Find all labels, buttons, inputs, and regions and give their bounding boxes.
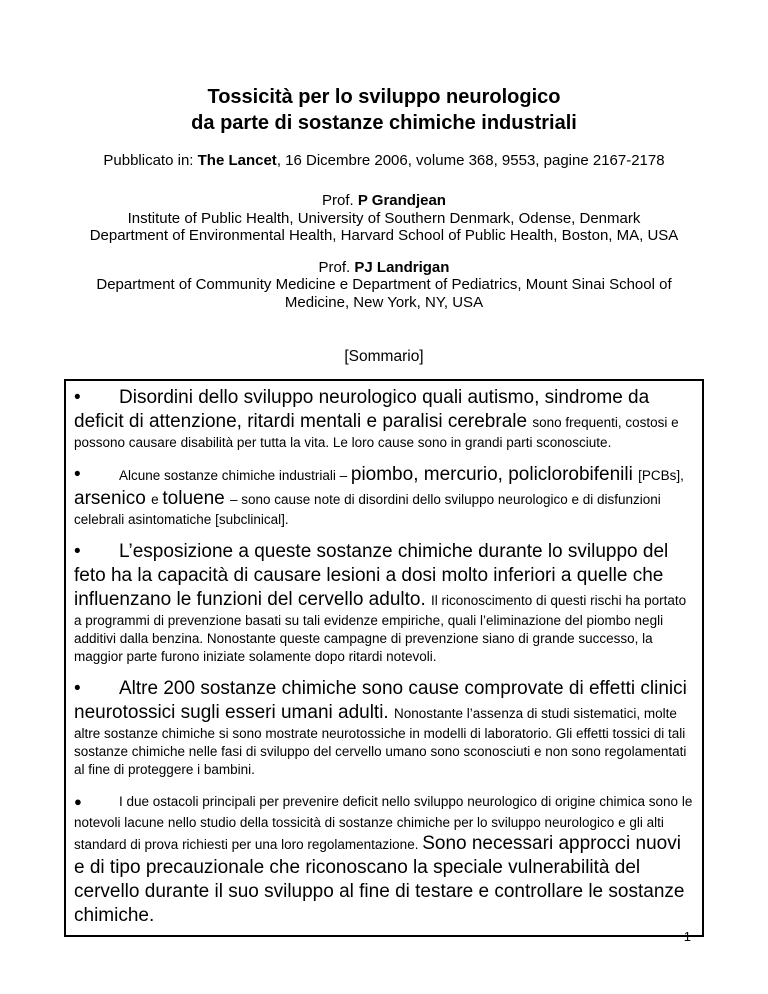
bullet-text-large: Altre 200 sostanze chimiche sono cause comprovate di effetti clinici neurotossici sugli esseri umani adulti. [74, 678, 687, 723]
bullet-icon: • [74, 387, 81, 408]
bullet-text-large: Disordini dello sviluppo neurologico quali autismo, sindrome da deficit di attenzione, ritardi mentali e paralisi cerebrale [74, 387, 650, 432]
summary-heading: [Sommario] [344, 348, 424, 365]
bullet-text-small: e [151, 492, 163, 507]
author-prefix: Prof. [322, 192, 358, 209]
bullet-text-small: I due ostacoli principali per prevenire deficit nello sviluppo neurologico di origine chimica sono le notevoli lacune nello studio della tossicità di sostanze chimiche per lo sviluppo neurologico e gli alti standard di prova richiesti per una loro regolamentazione. [74, 794, 693, 852]
summary-bullet-1 [74, 386, 693, 452]
summary-bullet-5 [74, 790, 693, 928]
author-prefix: Prof. [318, 258, 355, 276]
bullet-icon: • [74, 678, 81, 699]
bullet-text-small: Alcune sostanze chimiche industriali – [119, 468, 351, 483]
affiliation: Institute of Public Health, University of Southern Denmark, Odense, Denmark [127, 209, 641, 227]
bullet-text-large: toluene [162, 488, 230, 509]
bullet-text-small: Nonostante l’assenza di studi sistematici, molte altre sostanze chimiche si sono mostrate neurotossiche in modelli di laboratorio. Gli effetti tossici di tali sostanze chimiche nelle fasi di sviluppo del cervello umano sono sconosciuti e non sono regolamentati al fine di proteggere i bambini. [74, 706, 687, 777]
bullet-text-small: – sono cause note di disordini dello sviluppo neurologico e di disfunzioni celebrali asintomatiche [subclinical]. [74, 492, 661, 527]
publication-prefix: Pubblicato in: [103, 152, 198, 169]
publication-line [64, 151, 704, 171]
author-block-grandjean [64, 192, 704, 245]
author-block-landrigan [64, 259, 704, 312]
bullet-text-large: L’esposizione a queste sostanze chimiche durante lo sviluppo del feto ha la capacità di causare lesioni a dosi molto inferiori a quelle che influenzano le funzioni del cervello adulto. [74, 541, 669, 610]
author-name-line [64, 192, 704, 210]
summary-box [64, 379, 704, 937]
affiliation: Department of Community Medicine e Department of Pediatrics, Mount Sinai School of Medicine, New York, NY, USA [96, 276, 672, 311]
summary-bullet-3 [74, 540, 693, 666]
author-name-line [64, 259, 704, 277]
summary-bullet-2 [74, 463, 693, 529]
summary-bullet-4 [74, 677, 693, 779]
page-title-line2: da parte di sostanze chimiche industriali [191, 112, 577, 134]
affiliation: Department of Environmental Health, Harvard School of Public Health, Boston, MA, USA [89, 227, 679, 244]
bullet-text-small: [PCBs], [638, 468, 684, 483]
bullet-icon: ● [74, 794, 82, 809]
page-title-line1: Tossicità per lo sviluppo neurologico [207, 86, 561, 108]
bullet-icon: • [74, 464, 81, 485]
author-name: P Grandjean [357, 192, 446, 209]
page-number: 1 [683, 929, 691, 944]
bullet-text-large: piombo, mercurio, policlorobifenili [350, 464, 639, 485]
bullet-text-small: Il riconoscimento di questi rischi ha portato a programmi di prevenzione basati su tali evidenze empiriche, quali l’eliminazione del piombo negli additivi dalla benzina. Nonostante queste campagne di prevenzione siano di grande successo, la maggior parte furono iniziate solamente dopo ritardi notevoli. [74, 593, 687, 664]
bullet-text-large: Sono necessari approcci nuovi e di tipo precauzionale che riconoscano la speciale vulnerabilità del cervello durante il suo sviluppo al fine di testare e controllare le sostanze chimiche. [74, 833, 685, 926]
bullet-icon: • [74, 541, 81, 562]
author-name: PJ Landrigan [354, 258, 450, 276]
journal-name: The Lancet [197, 152, 277, 169]
bullet-text-small: sono frequenti, costosi e possono causare disabilità per tutta la vita. Le loro cause sono in grandi parti sconosciute. [74, 415, 679, 450]
bullet-text-large: arsenico [74, 488, 152, 509]
publication-suffix: , 16 Dicembre 2006, volume 368, 9553, pagine 2167-2178 [276, 152, 665, 169]
page-title [64, 84, 704, 136]
